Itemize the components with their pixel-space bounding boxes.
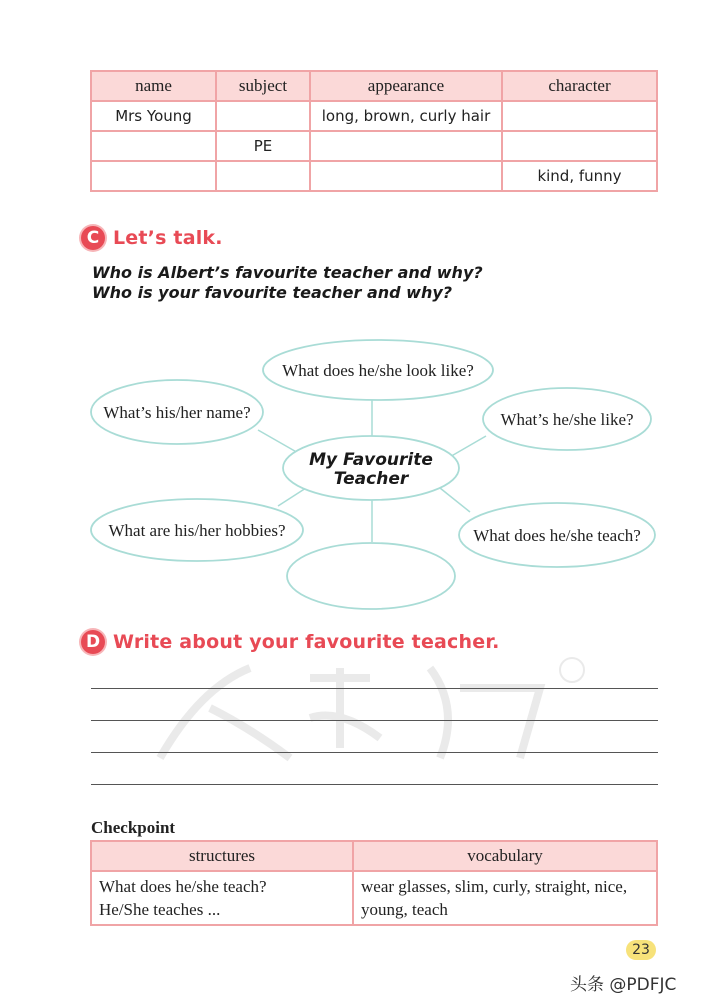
center-label-line2: Teacher: [333, 469, 409, 489]
checkpoint-label: Checkpoint: [91, 818, 176, 837]
vocabulary-line: wear glasses, slim, curly, straight, nice,: [361, 877, 628, 896]
table-header-row: [91, 71, 657, 101]
cell-appearance: [310, 131, 502, 161]
cell-vocabulary: [353, 871, 657, 925]
section-c-letter-icon: C: [81, 226, 105, 250]
bubble-look-like-label: What does he/she look like?: [282, 361, 474, 380]
connector-line: [448, 436, 486, 458]
cell-character: kind, funny: [502, 161, 657, 191]
connector-line: [440, 488, 470, 512]
writing-line[interactable]: [91, 752, 658, 753]
section-d-title: Write about your favourite teacher.: [113, 631, 500, 653]
source-watermark: 头条 @PDFJC: [570, 975, 677, 995]
page-number: 23: [626, 940, 656, 960]
cell-subject: [216, 101, 310, 131]
header-character: character: [502, 71, 657, 101]
question-yours: Who is your favourite teacher and why?: [92, 283, 453, 302]
connector-line: [278, 488, 306, 506]
structure-line: What does he/she teach?: [99, 877, 267, 896]
header-subject: subject: [216, 71, 310, 101]
section-c-heading: [81, 226, 223, 250]
bubble-teach-label: What does he/she teach?: [473, 526, 641, 545]
cell-name: [91, 131, 216, 161]
cell-character: [502, 101, 657, 131]
section-c-title: Let’s talk.: [113, 227, 223, 249]
bubble-hobbies-label: What are his/her hobbies?: [108, 521, 286, 540]
cell-appearance: long, brown, curly hair: [310, 101, 502, 131]
publisher-logo-watermark: [140, 648, 600, 768]
structure-line: He/She teaches ...: [99, 900, 221, 919]
cell-character: [502, 131, 657, 161]
cell-appearance: [310, 161, 502, 191]
table-row: [91, 101, 657, 131]
vocabulary-line: young, teach: [361, 900, 448, 919]
cell-name: Mrs Young: [91, 101, 216, 131]
teacher-info-table: [90, 70, 658, 192]
connector-line: [258, 430, 300, 454]
writing-line[interactable]: [91, 720, 658, 721]
cell-subject: [216, 161, 310, 191]
cell-name: [91, 161, 216, 191]
table-row: [91, 871, 657, 925]
table-row: [91, 161, 657, 191]
bubble-name-label: What’s his/her name?: [103, 403, 251, 422]
section-d-letter-icon: D: [81, 630, 105, 654]
cell-subject: PE: [216, 131, 310, 161]
writing-line[interactable]: [91, 784, 658, 785]
header-structures: structures: [91, 841, 353, 871]
bubble-empty: [287, 543, 455, 609]
question-albert: Who is Albert’s favourite teacher and why?: [92, 263, 483, 282]
mind-map: [0, 320, 720, 620]
center-label-line1: My Favourite: [309, 450, 433, 470]
header-vocabulary: vocabulary: [353, 841, 657, 871]
writing-line[interactable]: [91, 688, 658, 689]
checkpoint-header-row: [91, 841, 657, 871]
header-appearance: appearance: [310, 71, 502, 101]
header-name: name: [91, 71, 216, 101]
checkpoint-table: [90, 840, 658, 926]
bubble-like-label: What’s he/she like?: [500, 410, 634, 429]
table-row: [91, 131, 657, 161]
cell-structures: [91, 871, 353, 925]
